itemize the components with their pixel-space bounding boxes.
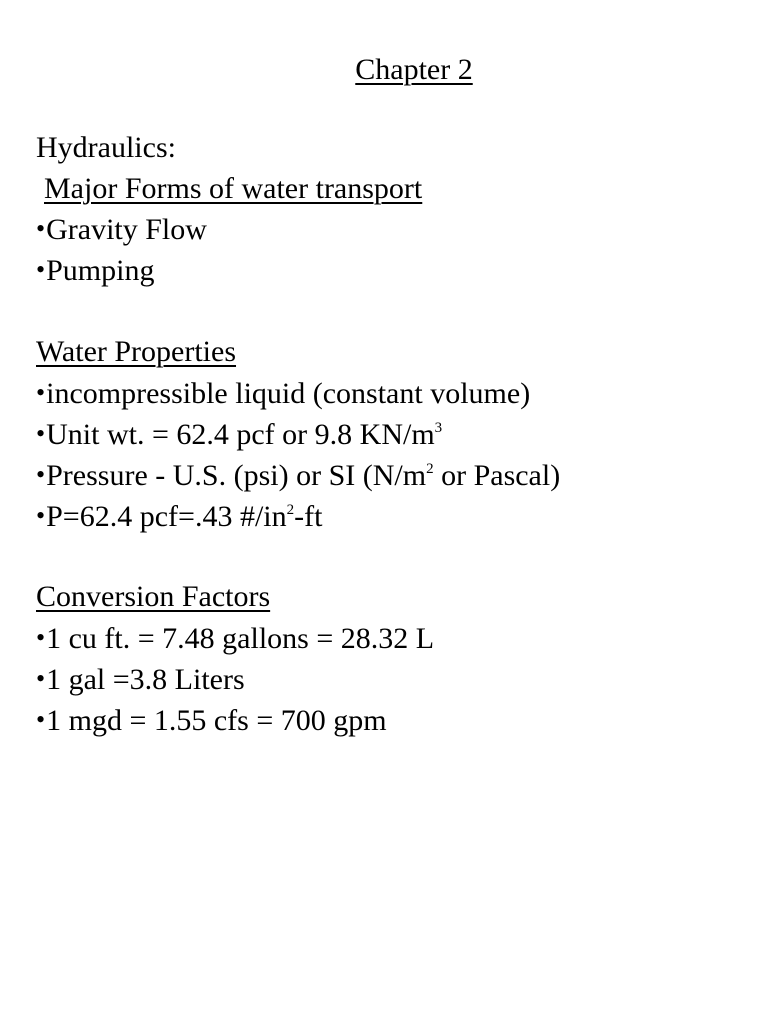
superscript: 2 — [426, 461, 434, 477]
list-item-text: P=62.4 pcf=.43 #/in — [46, 500, 287, 533]
list-item-text: Pressure - U.S. (psi) or SI (N/m — [46, 459, 427, 492]
superscript: 2 — [286, 502, 295, 518]
list-item-text: Unit wt. = 62.4 pcf or 9.8 KN/m — [46, 418, 435, 451]
list-item-text: 1 mgd = 1.55 cfs = 700 gpm — [46, 704, 387, 737]
bullet: • — [36, 623, 46, 652]
list-item — [36, 702, 387, 739]
bullet: • — [36, 501, 46, 530]
bullet: • — [36, 664, 46, 693]
bullet: • — [36, 214, 46, 243]
list-item-text: Gravity Flow — [46, 213, 207, 246]
list-item-text: 1 cu ft. = 7.48 gallons = 28.32 L — [46, 622, 435, 655]
list-item-text: incompressible liquid (constant volume) — [46, 377, 531, 410]
bullet: • — [36, 705, 46, 734]
water-properties-heading: Water Properties — [36, 335, 237, 368]
list-item — [36, 661, 245, 698]
bullet: • — [36, 378, 46, 407]
transport-subheading: Major Forms of water transport — [44, 172, 423, 205]
list-item — [36, 457, 560, 494]
bullet: • — [36, 255, 46, 284]
list-item — [36, 375, 530, 412]
hydraulics-heading: Hydraulics: — [36, 131, 176, 164]
conversion-factors-heading: Conversion Factors — [36, 580, 271, 613]
list-item-text: 1 gal =3.8 Liters — [46, 663, 245, 696]
list-item — [36, 211, 207, 248]
list-item-text: Pumping — [46, 254, 155, 287]
list-item-text: -ft — [294, 500, 323, 533]
list-item — [36, 498, 322, 535]
list-item — [36, 620, 434, 657]
bullet: • — [36, 419, 46, 448]
list-item — [36, 416, 442, 453]
bullet: • — [36, 460, 46, 489]
list-item — [36, 252, 154, 289]
superscript: 3 — [434, 420, 443, 436]
page-title: Chapter 2 — [355, 53, 473, 86]
list-item-text: or Pascal) — [433, 459, 561, 492]
